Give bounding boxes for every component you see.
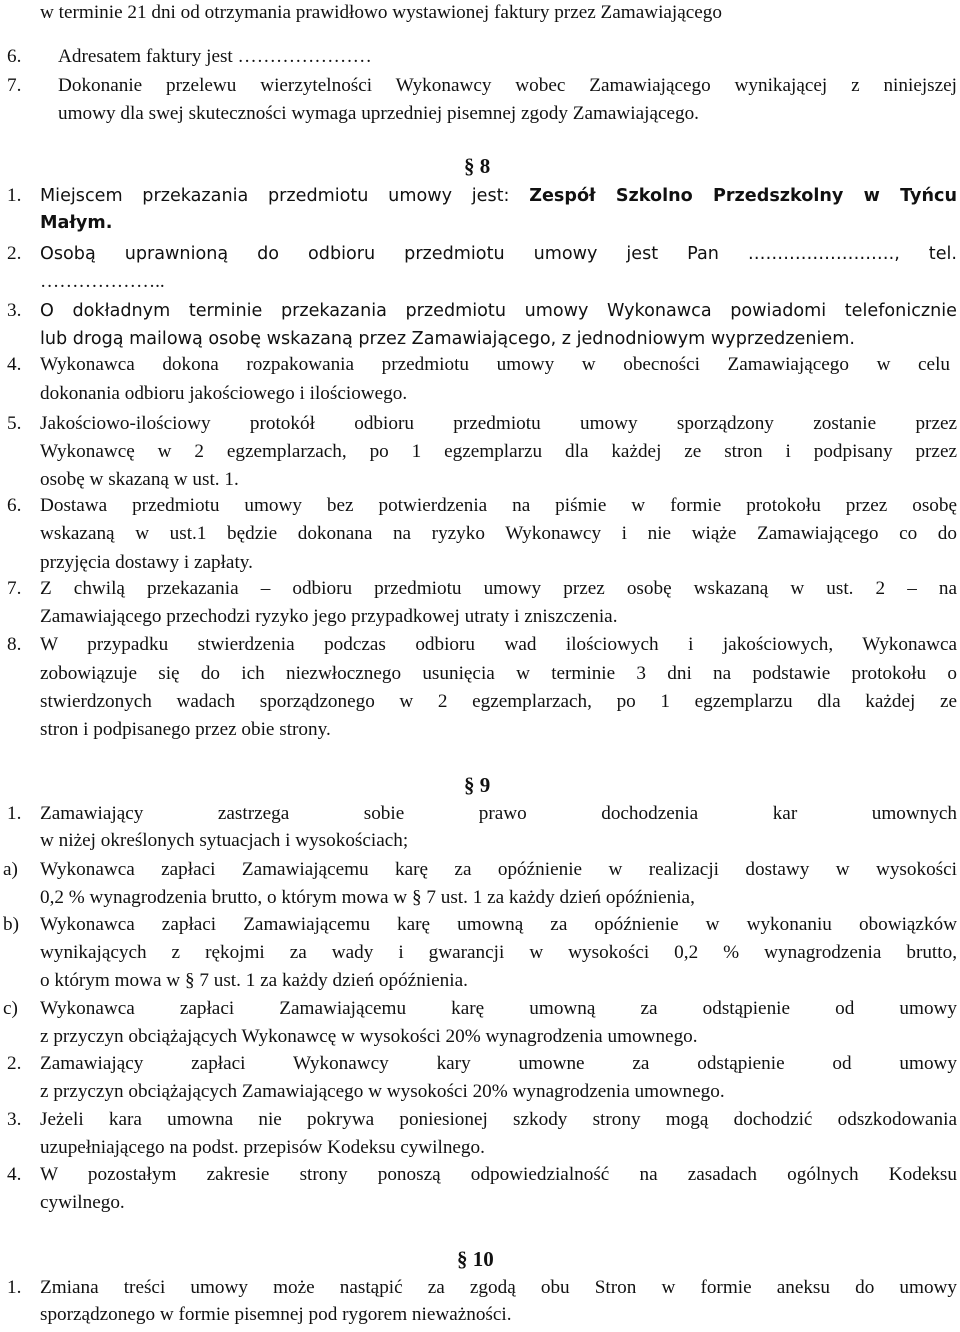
paragraph-line: O dokładnym terminie przekazania przedmiotu umowy Wykonawca powiadomi telefonicznie [40,301,957,321]
paragraph-line: Adresatem faktury jest ………………… [58,46,372,67]
paragraph-line: Dokonanie przelewu wierzytelności Wykonawcy wobec Zamawiającego wynikającej z niniejszej [58,75,957,96]
paragraph-line: Miejscem przekazania przedmiotu umowy jest: Zespół Szkolno Przedszkolny w Tyńcu [40,186,957,206]
paragraph-line: dokonania odbioru jakościowego i ilościowego. [40,383,408,404]
list-letter: c) [3,998,18,1019]
list-letter: a) [3,859,18,880]
list-number: 2. [7,243,22,264]
paragraph-line: Zamawiający zapłaci Wykonawcy kary umowne za odstąpienie od umowy [40,1053,957,1074]
paragraph-line: Jakościowo-ilościowy protokół odbioru przedmiotu umowy sporządzony zostanie przez [40,413,957,434]
paragraph-line: W pozostałym zakresie strony ponoszą odpowiedzialność na zasadach ogólnych Kodeksu [40,1164,957,1185]
list-number: 5. [7,413,22,434]
paragraph-line: z przyczyn obciążających Wykonawcę w wysokości 20% wynagrodzenia umownego. [40,1026,698,1047]
list-number: 7. [7,75,22,96]
paragraph-line: Wykonawca zapłaci Zamawiającemu karę umowną za odstąpienie od umowy [40,998,957,1019]
paragraph-line: Zamawiający zastrzega sobie prawo dochodzenia kar umownych [40,803,957,824]
list-number: 4. [7,1164,22,1185]
paragraph-line: Wykonawca zapłaci Zamawiającemu karę umowną za opóźnienie w wykonaniu obowiązków [40,914,957,935]
list-number: 4. [7,354,22,375]
paragraph-line: Wykonawcę w 2 egzemplarzach, po 1 egzemplarzu dla każdej ze stron i podpisany przez [40,441,957,462]
paragraph-line: Osobą uprawnioną do odbioru przedmiotu umowy jest Pan ……………………., tel. [40,244,957,264]
list-number: 1. [7,185,22,206]
paragraph-line: w terminie 21 dni od otrzymania prawidłowo wystawionej faktury przez Zamawiającego [40,2,722,23]
paragraph-line: wynikających z rękojmi za wady i gwarancji w wysokości 0,2 % wynagrodzenia brutto, [40,942,957,963]
paragraph-line: Wykonawca dokona rozpakowania przedmiotu umowy w obecności Zamawiającego w celu [40,354,950,375]
paragraph-line: Małym. [40,213,113,233]
list-number: 3. [7,1109,22,1130]
paragraph-line: osobę w skazaną w ust. 1. [40,469,239,490]
section-heading-9: § 9 [464,773,491,797]
list-number: 7. [7,578,22,599]
list-number: 6. [7,46,22,67]
bold-location: Zespół Szkolno Przedszkolny w Tyńcu [529,186,957,206]
paragraph-line: z przyczyn obciążających Zamawiającego w wysokości 20% wynagrodzenia umownego. [40,1081,725,1102]
list-number: 6. [7,495,22,516]
paragraph-line: 0,2 % wynagrodzenia brutto, o którym mowa w § 7 ust. 1 za każdy dzień opóźnienia, [40,887,695,908]
paragraph-line: Z chwilą przekazania – odbioru przedmiotu umowy przez osobę wskazaną w ust. 2 – na [40,578,957,599]
paragraph-line: Dostawa przedmiotu umowy bez potwierdzenia na piśmie w formie protokołu przez osobę [40,495,957,516]
paragraph-line: w niżej określonych sytuacjach i wysokościach; [40,830,409,851]
list-number: 2. [7,1053,22,1074]
list-number: 3. [7,300,22,321]
paragraph-line: Jeżeli kara umowna nie pokrywa poniesionej szkody strony mogą dochodzić odszkodowania [40,1109,957,1130]
paragraph-line: W przypadku stwierdzenia podczas odbioru wad ilościowych i jakościowych, Wykonawca [40,634,957,655]
paragraph-line: ……………….. [40,271,165,292]
section-heading-8: § 8 [464,154,491,178]
paragraph-line: Zamawiającego przechodzi ryzyko jego przypadkowej utraty i zniszczenia. [40,606,618,627]
paragraph-line: wskazaną w ust.1 będzie dokonana na ryzyko Wykonawcy i nie wiąże Zamawiającego co do [40,523,957,544]
paragraph-line: Wykonawca zapłaci Zamawiającemu karę za opóźnienie w realizacji dostawy w wysokości [40,859,957,880]
section-heading-10: § 10 [457,1247,494,1271]
list-number: 1. [7,803,22,824]
paragraph-line: przyjęcia dostawy i zapłaty. [40,552,253,573]
list-number: 8. [7,634,22,655]
paragraph-line: stron i podpisanego przez obie strony. [40,719,331,740]
paragraph-line: stwierdzonych wadach sporządzonego w 2 egzemplarzach, po 1 egzemplarzu dla każdej ze [40,691,957,712]
paragraph-line: zobowiązuje się do ich niezwłocznego usunięcia w terminie 3 dni na podstawie protokołu o [40,663,957,684]
paragraph-line: lub drogą mailową osobę wskazaną przez Zamawiającego, z jednodniowym wyprzedzeniem. [40,329,855,349]
paragraph-line: Zmiana treści umowy może nastąpić za zgodą obu Stron w formie aneksu do umowy [40,1277,957,1298]
paragraph-line: uzupełniającego na podst. przepisów Kodeksu cywilnego. [40,1137,485,1158]
list-number: 1. [7,1277,22,1298]
paragraph-line: o którym mowa w § 7 ust. 1 za każdy dzień opóźnienia. [40,970,468,991]
paragraph-line: cywilnego. [40,1192,125,1213]
paragraph-line: umowy dla swej skuteczności wymaga uprzedniej pisemnej zgody Zamawiającego. [58,103,699,124]
paragraph-line: sporządzonego w formie pisemnej pod rygorem nieważności. [40,1304,512,1325]
list-letter: b) [3,914,19,935]
